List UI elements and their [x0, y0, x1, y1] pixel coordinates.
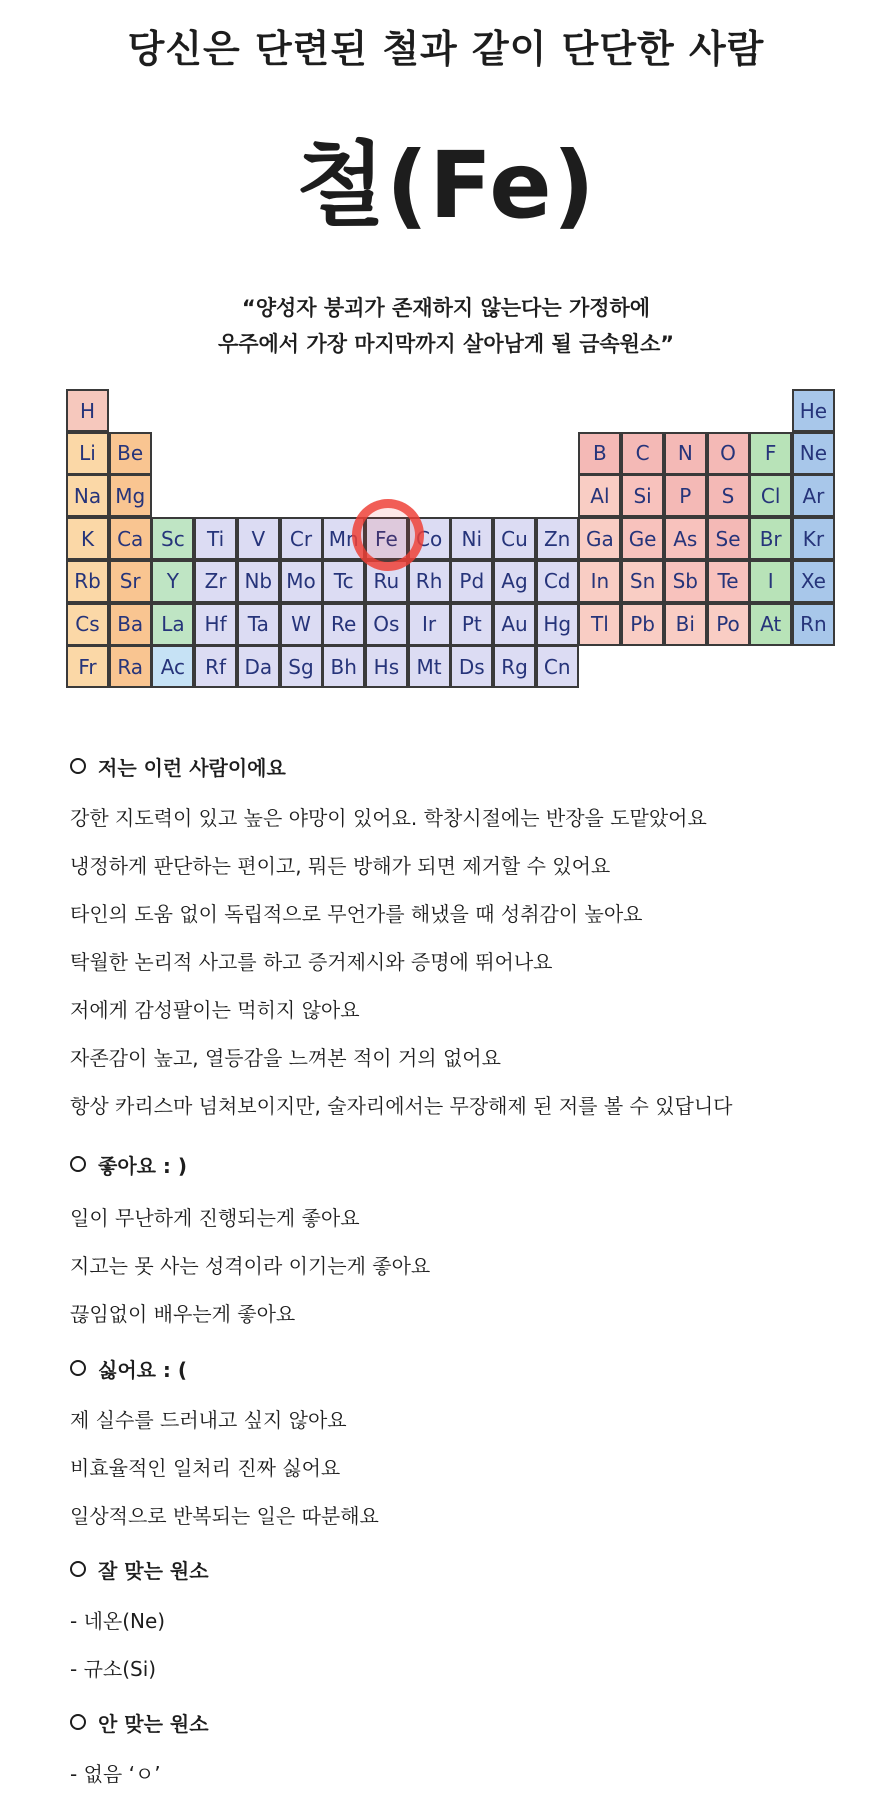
element-cell-in: In	[578, 560, 621, 603]
section-incompatible-heading	[70, 1708, 209, 1737]
about-line: 자존감이 높고, 열등감을 느껴본 적이 거의 없어요	[70, 1046, 501, 1070]
element-cell-sr: Sr	[109, 560, 152, 603]
element-cell-cn: Cn	[536, 645, 579, 688]
element-cell-cl: Cl	[749, 474, 792, 517]
element-cell-ra: Ra	[109, 645, 152, 688]
element-cell-ds: Ds	[450, 645, 493, 688]
element-cell-w: W	[280, 603, 323, 646]
about-line: 항상 카리스마 넘쳐보이지만, 술자리에서는 무장해제 된 저를 볼 수 있답니다	[70, 1094, 733, 1118]
element-cell-kr: Kr	[792, 517, 835, 560]
element-cell-h: H	[66, 389, 109, 432]
element-cell-sg: Sg	[280, 645, 323, 688]
quote-line-1: “양성자 붕괴가 존재하지 않는다는 가정하에	[241, 296, 651, 320]
element-cell-re: Re	[322, 603, 365, 646]
headline: 당신은 단련된 철과 같이 단단한 사람	[127, 27, 765, 71]
element-cell-zn: Zn	[536, 517, 579, 560]
fe-highlight-circle	[352, 499, 424, 571]
element-cell-sb: Sb	[664, 560, 707, 603]
element-cell-ir: Ir	[408, 603, 451, 646]
element-title: 철(Fe)	[296, 132, 596, 239]
element-cell-ar: Ar	[792, 474, 835, 517]
dislikes-line: 비효율적인 일처리 진짜 싫어요	[70, 1456, 341, 1480]
element-cell-cs: Cs	[66, 603, 109, 646]
about-line: 강한 지도력이 있고 높은 야망이 있어요. 학창시절에는 반장을 도맡았어요	[70, 806, 707, 830]
element-cell-pb: Pb	[621, 603, 664, 646]
section-dislikes-heading	[70, 1354, 187, 1383]
quote-line-2: 우주에서 가장 마지막까지 살아남게 될 금속원소”	[217, 332, 675, 356]
element-cell-fr: Fr	[66, 645, 109, 688]
element-cell-f: F	[749, 432, 792, 475]
element-cell-cd: Cd	[536, 560, 579, 603]
circle-bullet-icon	[70, 1360, 86, 1376]
element-cell-ba: Ba	[109, 603, 152, 646]
about-line: 탁월한 논리적 사고를 하고 증거제시와 증명에 뛰어나요	[70, 950, 553, 974]
element-cell-br: Br	[749, 517, 792, 560]
element-cell-li: Li	[66, 432, 109, 475]
element-cell-bi: Bi	[664, 603, 707, 646]
element-cell-ta: Ta	[237, 603, 280, 646]
element-cell-i: I	[749, 560, 792, 603]
incompatible-line: - 없음 ‘ㅇ’	[70, 1762, 161, 1786]
compatible-line: - 규소(Si)	[70, 1657, 157, 1681]
element-cell-bh: Bh	[322, 645, 365, 688]
likes-line: 일이 무난하게 진행되는게 좋아요	[70, 1206, 360, 1230]
element-cell-mn: Mn	[322, 517, 365, 560]
about-line: 냉정하게 판단하는 편이고, 뭐든 방해가 되면 제거할 수 있어요	[70, 854, 611, 878]
element-cell-po: Po	[707, 603, 750, 646]
element-cell-zr: Zr	[194, 560, 237, 603]
element-cell-se: Se	[707, 517, 750, 560]
element-cell-tl: Tl	[578, 603, 621, 646]
element-cell-sc: Sc	[151, 517, 194, 560]
element-cell-v: V	[237, 517, 280, 560]
element-cell-rg: Rg	[493, 645, 536, 688]
element-cell-rf: Rf	[194, 645, 237, 688]
element-cell-os: Os	[365, 603, 408, 646]
element-cell-mt: Mt	[408, 645, 451, 688]
element-cell-hf: Hf	[194, 603, 237, 646]
element-cell-k: K	[66, 517, 109, 560]
element-cell-na: Na	[66, 474, 109, 517]
element-cell-ga: Ga	[578, 517, 621, 560]
element-cell-hs: Hs	[365, 645, 408, 688]
circle-bullet-icon	[70, 1714, 86, 1730]
element-cell-xe: Xe	[792, 560, 835, 603]
section-likes-title: 좋아요 : )	[98, 1154, 188, 1178]
element-cell-si: Si	[621, 474, 664, 517]
element-cell-pd: Pd	[450, 560, 493, 603]
element-cell-da: Da	[237, 645, 280, 688]
section-about-title: 저는 이런 사람이에요	[98, 756, 286, 780]
circle-bullet-icon	[70, 758, 86, 774]
element-cell-sn: Sn	[621, 560, 664, 603]
element-cell-tc: Tc	[322, 560, 365, 603]
element-cell-ag: Ag	[493, 560, 536, 603]
element-cell-rb: Rb	[66, 560, 109, 603]
section-compatible-title: 잘 맞는 원소	[98, 1559, 209, 1583]
element-cell-n: N	[664, 432, 707, 475]
section-incompatible-title: 안 맞는 원소	[98, 1712, 209, 1736]
element-cell-o: O	[707, 432, 750, 475]
quote	[0, 290, 892, 362]
element-cell-hg: Hg	[536, 603, 579, 646]
element-cell-mo: Mo	[280, 560, 323, 603]
element-cell-ac: Ac	[151, 645, 194, 688]
element-cell-y: Y	[151, 560, 194, 603]
element-cell-be: Be	[109, 432, 152, 475]
element-cell-pt: Pt	[450, 603, 493, 646]
element-cell-c: C	[621, 432, 664, 475]
periodic-table	[66, 389, 836, 687]
element-cell-al: Al	[578, 474, 621, 517]
about-line: 저에게 감성팔이는 먹히지 않아요	[70, 998, 360, 1022]
element-cell-te: Te	[707, 560, 750, 603]
element-cell-ne: Ne	[792, 432, 835, 475]
dislikes-line: 일상적으로 반복되는 일은 따분해요	[70, 1504, 379, 1528]
element-cell-ru: Ru	[365, 560, 408, 603]
element-cell-ge: Ge	[621, 517, 664, 560]
element-cell-co: Co	[408, 517, 451, 560]
element-cell-fe: Fe	[365, 517, 408, 560]
element-cell-ca: Ca	[109, 517, 152, 560]
element-cell-ni: Ni	[450, 517, 493, 560]
likes-line: 지고는 못 사는 성격이라 이기는게 좋아요	[70, 1254, 431, 1278]
section-dislikes-title: 싫어요 : (	[98, 1358, 188, 1382]
element-cell-p: P	[664, 474, 707, 517]
about-line: 타인의 도움 없이 독립적으로 무언가를 해냈을 때 성취감이 높아요	[70, 902, 643, 926]
section-likes-heading	[70, 1150, 187, 1179]
likes-line: 끊임없이 배우는게 좋아요	[70, 1302, 296, 1326]
element-cell-cu: Cu	[493, 517, 536, 560]
circle-bullet-icon	[70, 1156, 86, 1172]
section-about-heading	[70, 752, 286, 781]
element-cell-as: As	[664, 517, 707, 560]
element-cell-at: At	[749, 603, 792, 646]
section-compatible-heading	[70, 1555, 209, 1584]
element-cell-nb: Nb	[237, 560, 280, 603]
element-cell-s: S	[707, 474, 750, 517]
element-cell-b: B	[578, 432, 621, 475]
element-cell-la: La	[151, 603, 194, 646]
compatible-line: - 네온(Ne)	[70, 1609, 166, 1633]
element-cell-rh: Rh	[408, 560, 451, 603]
element-cell-ti: Ti	[194, 517, 237, 560]
element-cell-cr: Cr	[280, 517, 323, 560]
element-cell-mg: Mg	[109, 474, 152, 517]
element-cell-au: Au	[493, 603, 536, 646]
circle-bullet-icon	[70, 1561, 86, 1577]
element-cell-he: He	[792, 389, 835, 432]
dislikes-line: 제 실수를 드러내고 싶지 않아요	[70, 1408, 347, 1432]
element-cell-rn: Rn	[792, 603, 835, 646]
